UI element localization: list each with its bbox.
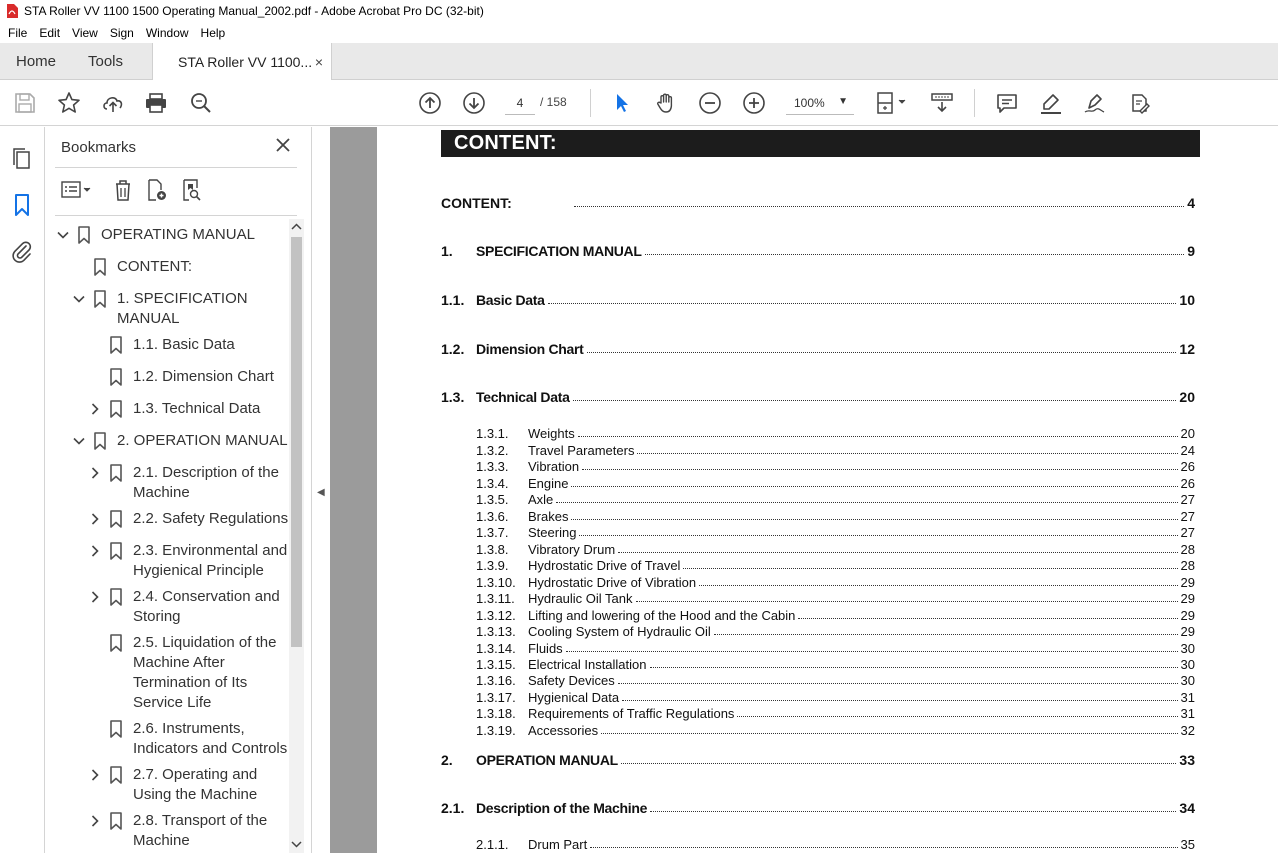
toc-entry-title: Technical Data	[476, 389, 570, 405]
chevron-down-icon[interactable]	[73, 435, 85, 447]
toc-entry-page: 29	[1180, 575, 1195, 590]
chevron-right-icon[interactable]	[89, 545, 101, 557]
toc-entry-number: 2.	[441, 752, 453, 768]
zoom-out-icon[interactable]	[697, 90, 723, 116]
toc-entry-number: 1.3.1.	[476, 426, 509, 441]
toc-entry-title: Engine	[528, 476, 569, 491]
toc-leader-dots	[737, 716, 1177, 717]
toc-entry-page: 33	[1179, 752, 1195, 768]
toc-entry-page: 27	[1180, 492, 1195, 507]
hand-tool-icon[interactable]	[653, 90, 679, 116]
close-icon[interactable]	[273, 135, 293, 155]
bookmark-description-of-machine-line2[interactable]: Machine	[133, 484, 190, 501]
bookmark-description-of-machine[interactable]: 2.1. Description of the	[133, 464, 279, 481]
toc-entry-number: 1.3.11.	[476, 591, 515, 606]
bookmark-search-icon[interactable]	[178, 177, 204, 203]
toc-entry[interactable]	[441, 193, 1195, 211]
toc-entry-title: Safety Devices	[528, 673, 615, 688]
bookmarks-scrollbar[interactable]	[289, 219, 304, 853]
bookmark-technical-data[interactable]: 1.3. Technical Data	[133, 400, 261, 417]
pdf-page	[377, 127, 1278, 853]
collapse-panel-icon[interactable]: ◀	[317, 487, 325, 498]
toc-entry-number: 1.3.	[441, 389, 465, 405]
toc-entry-page: 28	[1180, 542, 1195, 557]
bookmark-content[interactable]: CONTENT:	[117, 258, 192, 275]
toc-entry-page: 27	[1180, 525, 1195, 540]
bookmarks-panel	[45, 127, 312, 853]
menu-bar	[0, 22, 1278, 43]
toc-entry[interactable]	[476, 703, 1195, 721]
bookmark-icon	[109, 766, 123, 784]
toc-entry-page: 30	[1180, 641, 1195, 656]
toc-entry-page: 24	[1180, 443, 1195, 458]
toc-entry[interactable]	[441, 339, 1195, 357]
toc-entry-page: 10	[1179, 292, 1195, 308]
toc-leader-dots	[587, 352, 1177, 353]
toc-entry-title: Drum Part	[528, 837, 588, 852]
toc-entry-number: 1.3.18.	[476, 706, 516, 721]
toc-leader-dots	[618, 683, 1178, 684]
toc-leader-dots	[556, 502, 1177, 503]
highlight-icon[interactable]	[1038, 90, 1064, 116]
menu-sign[interactable]: Sign	[109, 25, 134, 40]
toc-entry-title: Brakes	[528, 509, 569, 524]
menu-window[interactable]: Window	[145, 25, 189, 40]
toc-entry-page: 30	[1180, 673, 1195, 688]
toc-entry-page: 35	[1180, 837, 1195, 852]
toc-entry-number: 1.3.8.	[476, 542, 509, 557]
toc-leader-dots	[574, 206, 1184, 207]
scrollbar-thumb[interactable]	[291, 237, 302, 647]
panel-divider	[55, 215, 297, 216]
toc-leader-dots	[566, 651, 1178, 652]
toc-entry-page: 26	[1180, 476, 1195, 491]
toc-entry[interactable]	[441, 798, 1195, 816]
bookmark-environmental-line2[interactable]: Hygienical Principle	[133, 562, 264, 579]
toc-entry[interactable]	[441, 290, 1195, 308]
zoom-level-value: 100%	[794, 95, 825, 110]
toc-entry-title: Requirements of Traffic Regulations	[528, 706, 735, 721]
toc-entry[interactable]	[476, 522, 1195, 540]
toc-entry-title: Axle	[528, 492, 554, 507]
toc-leader-dots	[622, 700, 1177, 701]
toc-entry-title: Fluids	[528, 641, 563, 656]
bookmark-operating-using[interactable]: 2.7. Operating and	[133, 766, 258, 783]
bookmark-icon	[109, 464, 123, 482]
toc-entry-number: 1.3.15.	[476, 657, 516, 672]
bookmark-specification-manual-line2[interactable]: MANUAL	[117, 310, 180, 327]
toc-leader-dots	[636, 601, 1178, 602]
search-zoom-icon[interactable]	[188, 90, 214, 116]
page-fit-icon[interactable]	[874, 90, 910, 116]
toc-entry-page: 30	[1180, 657, 1195, 672]
title-bar	[0, 0, 1278, 22]
toc-leader-dots	[699, 585, 1177, 586]
toc-entry-number: 1.3.10.	[476, 575, 516, 590]
scroll-mode-icon[interactable]	[929, 90, 955, 116]
upload-cloud-icon[interactable]	[100, 90, 126, 116]
bookmark-operating-manual[interactable]: OPERATING MANUAL	[101, 226, 255, 243]
chevron-right-icon[interactable]	[89, 403, 101, 415]
tab-home[interactable]: Home	[16, 53, 57, 70]
bookmark-transport-line2[interactable]: Machine	[133, 832, 190, 849]
toc-leader-dots	[548, 303, 1177, 304]
toc-leader-dots	[571, 519, 1177, 520]
toc-entry-number: 1.3.6.	[476, 509, 509, 524]
toc-entry-title: Dimension Chart	[476, 341, 584, 357]
toc-leader-dots	[645, 254, 1185, 255]
chevron-right-icon[interactable]	[89, 513, 101, 525]
toc-leader-dots	[582, 469, 1177, 470]
toc-entry-page: 31	[1180, 706, 1195, 721]
toc-entry-number: 1.3.5.	[476, 492, 509, 507]
document-viewport[interactable]	[330, 127, 1278, 853]
bookmark-instruments[interactable]: 2.6. Instruments,	[133, 720, 245, 737]
toc-entry[interactable]	[476, 423, 1195, 441]
toc-entry-title: Steering	[528, 525, 577, 540]
toc-entry-page: 32	[1180, 723, 1195, 738]
toc-entry-title: Travel Parameters	[528, 443, 635, 458]
toc-entry-title: OPERATION MANUAL	[476, 752, 618, 768]
toc-entry-title: Hygienical Data	[528, 690, 620, 705]
star-icon[interactable]	[56, 90, 82, 116]
toc-leader-dots	[579, 535, 1177, 536]
toc-entry[interactable]	[476, 456, 1195, 474]
toc-leader-dots	[571, 486, 1177, 487]
toc-leader-dots	[618, 552, 1177, 553]
zoom-level-select[interactable]	[786, 91, 854, 115]
edit-pdf-icon[interactable]	[1126, 90, 1152, 116]
toc-entry[interactable]	[441, 387, 1195, 405]
tab-tools[interactable]: Tools	[88, 53, 124, 70]
toc-entry[interactable]	[476, 555, 1195, 573]
chevron-right-icon[interactable]	[89, 591, 101, 603]
toc-entry-title: Vibration	[528, 459, 580, 474]
toc-leader-dots	[601, 733, 1177, 734]
bookmark-icon	[93, 258, 107, 276]
tab-document[interactable]	[152, 43, 332, 81]
bookmark-operating-using-line2[interactable]: Using the Machine	[133, 786, 258, 803]
bookmark-icon	[77, 226, 91, 244]
toc-entry-page: 34	[1179, 800, 1195, 816]
toc-entry-number: 1.3.13.	[476, 624, 516, 639]
toc-entry-number: 1.2.	[441, 341, 465, 357]
bookmark-conservation-line2[interactable]: Storing	[133, 608, 181, 625]
toc-entry-number: 1.3.19.	[476, 723, 516, 738]
menu-view[interactable]: View	[72, 25, 98, 40]
window-title: STA Roller VV 1100 1500 Operating Manual_2002.pdf - Adobe Acrobat Pro DC (32-bit)	[24, 4, 484, 18]
chevron-right-icon[interactable]	[89, 467, 101, 479]
toc-entry-page: 26	[1180, 459, 1195, 474]
bookmark-icon	[109, 510, 123, 528]
scroll-up-icon[interactable]	[291, 222, 302, 232]
toc-entry-page: 20	[1179, 389, 1195, 405]
toc-entry-page: 9	[1187, 243, 1195, 259]
toc-entry-title: Lifting and lowering of the Hood and the Cabin	[528, 608, 796, 623]
toc-entry-number: 1.3.4.	[476, 476, 509, 491]
toc-leader-dots	[714, 634, 1178, 635]
toc-leader-dots	[573, 400, 1177, 401]
toc-entry-page: 20	[1180, 426, 1195, 441]
bookmark-icon	[109, 336, 123, 354]
bookmark-icon	[109, 542, 123, 560]
chevron-right-icon[interactable]	[89, 815, 101, 827]
toc-entry[interactable]	[476, 834, 1195, 852]
chevron-down-icon[interactable]	[73, 293, 85, 305]
bookmarks-title: Bookmarks	[61, 139, 137, 156]
toc-entry-number: 1.3.17.	[476, 690, 516, 705]
toc-entry-title: Cooling System of Hydraulic Oil	[528, 624, 711, 639]
select-cursor-icon[interactable]	[609, 90, 635, 116]
attachment-icon[interactable]	[10, 239, 34, 263]
toc-entry[interactable]	[441, 750, 1195, 768]
toc-entry-number: CONTENT:	[441, 195, 512, 211]
bookmark-safety-regulations[interactable]: 2.2. Safety Regulations	[133, 510, 289, 527]
toolbar	[0, 80, 1278, 126]
menu-file[interactable]: File	[8, 25, 28, 40]
toc-entry-number: 2.1.1.	[476, 837, 509, 852]
bookmark-basic-data[interactable]: 1.1. Basic Data	[133, 336, 235, 353]
toc-entry-number: 1.3.14.	[476, 641, 516, 656]
toc-entry-title: Hydrostatic Drive of Travel	[528, 558, 681, 573]
panel-collapse-strip	[312, 127, 330, 853]
toc-entry[interactable]	[441, 241, 1195, 259]
delete-bookmark-icon[interactable]	[110, 177, 136, 203]
toc-entry-page: 31	[1180, 690, 1195, 705]
bookmark-liquidation-line3[interactable]: Termination of Its	[133, 674, 248, 691]
bookmark-conservation[interactable]: 2.4. Conservation and	[133, 588, 280, 605]
bookmark-panel-icon[interactable]	[10, 193, 34, 217]
bookmark-icon	[109, 720, 123, 738]
bookmark-specification-manual[interactable]: 1. SPECIFICATION	[117, 290, 248, 307]
bookmark-icon	[109, 588, 123, 606]
toc-entry-number: 1.1.	[441, 292, 465, 308]
toc-entry-number: 1.	[441, 243, 453, 259]
toc-entry-title: Description of the Machine	[476, 800, 648, 816]
toc-leader-dots	[650, 667, 1178, 668]
bookmark-tree	[45, 219, 289, 853]
toc-entry-number: 1.3.2.	[476, 443, 509, 458]
toc-leader-dots	[650, 811, 1176, 812]
bookmark-icon	[109, 400, 123, 418]
bookmark-operation-manual[interactable]: 2. OPERATION MANUAL	[117, 432, 288, 449]
tab-bar	[0, 43, 1278, 80]
bookmark-liquidation-line4[interactable]: Service Life	[133, 694, 212, 711]
bookmark-environmental[interactable]: 2.3. Environmental and	[133, 542, 288, 559]
toc-leader-dots	[590, 847, 1177, 848]
toc-entry[interactable]	[476, 621, 1195, 639]
panel-divider	[55, 167, 297, 168]
toc-entry-page: 29	[1180, 624, 1195, 639]
print-icon[interactable]	[143, 90, 169, 116]
page-total: / 158	[540, 95, 567, 109]
next-page-icon[interactable]	[461, 90, 487, 116]
bookmark-liquidation-line2[interactable]: Machine After	[133, 654, 225, 671]
toc-leader-dots	[637, 453, 1177, 454]
pdf-file-icon	[6, 4, 18, 18]
chevron-down-icon[interactable]	[57, 229, 69, 241]
menu-help[interactable]: Help	[200, 25, 226, 40]
close-tab-icon[interactable]: ×	[314, 54, 323, 70]
toc-entry-title: Weights	[528, 426, 575, 441]
bookmark-icon	[109, 368, 123, 386]
bookmark-icon	[109, 634, 123, 652]
toc-entry-title: Electrical Installation	[528, 657, 647, 672]
toc-leader-dots	[578, 436, 1178, 437]
toc-entry[interactable]	[476, 588, 1195, 606]
bookmark-icon	[93, 432, 107, 450]
bookmark-liquidation[interactable]: 2.5. Liquidation of the	[133, 634, 277, 651]
bookmark-icon	[109, 812, 123, 830]
page-number-input[interactable]	[505, 91, 535, 115]
toc-entry-title: Accessories	[528, 723, 599, 738]
toc-entry-title: Basic Data	[476, 292, 545, 308]
toc-entry-number: 1.3.16.	[476, 673, 516, 688]
previous-page-icon[interactable]	[417, 90, 443, 116]
tab-document-label: STA Roller VV 1100...	[178, 54, 313, 70]
bookmark-icon	[93, 290, 107, 308]
toolbar-divider	[974, 89, 975, 117]
bookmarks-toolbar	[55, 175, 297, 205]
toc-entry-title: Hydraulic Oil Tank	[528, 591, 633, 606]
bookmark-transport[interactable]: 2.8. Transport of the	[133, 812, 268, 829]
comment-icon[interactable]	[994, 90, 1020, 116]
toc-entry-page: 27	[1180, 509, 1195, 524]
new-bookmark-icon[interactable]	[143, 177, 169, 203]
toc-entry[interactable]	[476, 670, 1195, 688]
bookmark-options-icon[interactable]	[59, 177, 95, 203]
chevron-down-icon: ▼	[838, 96, 848, 107]
menu-edit[interactable]: Edit	[39, 25, 61, 40]
toc-entry-number: 1.3.12.	[476, 608, 516, 623]
toolbar-divider	[590, 89, 591, 117]
toc-leader-dots	[683, 568, 1177, 569]
toc-entry-title: Vibratory Drum	[528, 542, 616, 557]
toc-entry-page: 12	[1179, 341, 1195, 357]
scroll-down-icon[interactable]	[291, 839, 302, 849]
toc-entry[interactable]	[476, 489, 1195, 507]
toc-entry-number: 2.1.	[441, 800, 465, 816]
left-rail	[0, 127, 45, 853]
bookmark-dimension-chart[interactable]: 1.2. Dimension Chart	[133, 368, 274, 385]
toc-entry[interactable]	[476, 720, 1195, 738]
zoom-in-icon[interactable]	[741, 90, 767, 116]
toc-leader-dots	[621, 763, 1176, 764]
toc-entry-title: Hydrostatic Drive of Vibration	[528, 575, 697, 590]
content-heading: CONTENT:	[441, 130, 1200, 157]
page-thumbnails-icon[interactable]	[10, 147, 34, 171]
toc-entry-page: 28	[1180, 558, 1195, 573]
toc-entry-number: 1.3.7.	[476, 525, 509, 540]
toc-leader-dots	[798, 618, 1177, 619]
sign-pen-icon[interactable]	[1082, 90, 1108, 116]
toc-entry-number: 1.3.3.	[476, 459, 509, 474]
bookmark-instruments-line2[interactable]: Indicators and Controls	[133, 740, 288, 757]
toc-entry-number: 1.3.9.	[476, 558, 509, 573]
save-icon[interactable]	[12, 90, 38, 116]
toc-entry-page: 29	[1180, 591, 1195, 606]
toc-entry-page: 29	[1180, 608, 1195, 623]
toc-entry-page: 4	[1187, 195, 1195, 211]
chevron-right-icon[interactable]	[89, 769, 101, 781]
toc-entry-title: SPECIFICATION MANUAL	[476, 243, 642, 259]
